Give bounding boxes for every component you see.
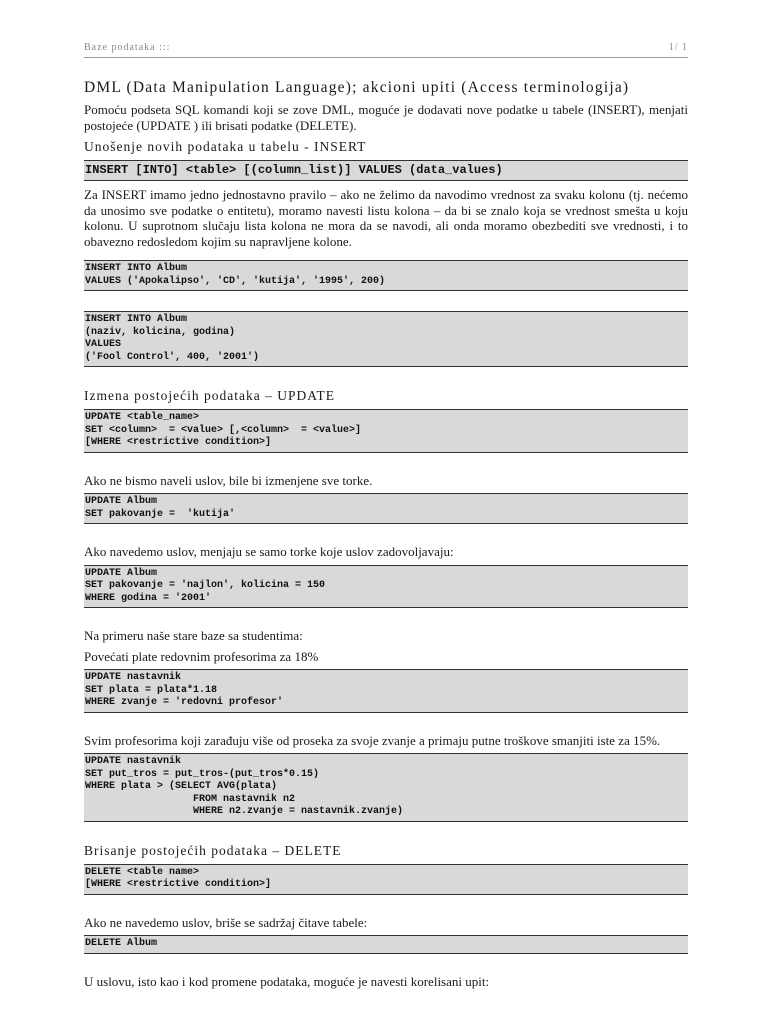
- page-title: DML (Data Manipulation Language); akcioni upiti (Access terminologija): [84, 79, 630, 96]
- update-text-with-condition: Ako navedemo uslov, menjaju se samo torke koje uslov zadovoljavaju:: [84, 544, 454, 559]
- running-header: [84, 42, 688, 53]
- insert-syntax-block: INSERT [INTO] <table> [(column_list)] VALUES (data_values): [84, 160, 688, 181]
- document-body: [84, 78, 688, 994]
- insert-example-2: INSERT INTO Album (naziv, kolicina, godina) VALUES ('Fool Control', 400, '2001'): [84, 311, 688, 367]
- update-text-raise: Povećati plate redovnim profesorima za 18%: [84, 648, 319, 664]
- insert-example-1: INSERT INTO Album VALUES ('Apokalipso', 'CD', 'kutija', '1995', 200): [84, 260, 688, 291]
- update-text-student-db: Na primeru naše stare baze sa studentima:: [84, 628, 303, 643]
- page-number: 1/ 1: [668, 42, 688, 53]
- update-example-1: UPDATE Album SET pakovanje = 'kutija': [84, 493, 688, 524]
- header-divider: [84, 57, 688, 58]
- delete-heading: Brisanje postojećih podataka – DELETE: [84, 842, 342, 858]
- update-example-3: UPDATE nastavnik SET plata = plata*1.18 WHERE zvanje = 'redovni profesor': [84, 669, 688, 713]
- update-text-no-condition: Ako ne bismo naveli uslov, bile bi izmenjene sve torke.: [84, 472, 373, 488]
- intro-paragraph: Pomoću podseta SQL komandi koji se zove DML, moguće je dodavati nove podatke u tabele (INSERT), menjati postojeće (UPDATE ) ili brisati podatke (DELETE).: [84, 102, 688, 133]
- update-syntax-block: UPDATE <table_name> SET <column> = <value> [,<column> = <value>] [WHERE <restrictive condition>]: [84, 409, 688, 453]
- delete-text-no-condition: Ako ne navedemo uslov, briše se sadržaj čitave tabele:: [84, 914, 368, 930]
- header-title: Baze podataka :::: [84, 42, 171, 53]
- delete-syntax-block: DELETE <table name> [WHERE <restrictive condition>]: [84, 864, 688, 895]
- update-heading: Izmena postojećih podataka – UPDATE: [84, 388, 335, 403]
- update-example-4: UPDATE nastavnik SET put_tros = put_tros-(put_tros*0.15) WHERE plata > (SELECT AVG(plata) FROM nastavnik n2 WHERE n2.zvanje = nastavnik.zvanje): [84, 753, 688, 822]
- update-text-travel-costs: Svim profesorima koji zarađuju više od proseka za svoje zvanje a primaju putne troškove smanjiti iste za 15%.: [84, 732, 661, 748]
- insert-explanation: Za INSERT imamo jedno jednostavno pravilo – ako ne želimo da navodimo vrednost za svaku kolonu (tj. nećemo da unosimo sve podatke o entitetu), moramo navesti listu kolona – da bi se znalo koja se vrednost smešta u koju kolonu. U suprotnom slučaju lista kolona ne mora da se navodi, ali onda moramo obezbediti sve vrednosti, i to obavezno redosledom kojim su napravljene kolone.: [84, 187, 688, 249]
- delete-example-1: DELETE Album: [84, 935, 688, 954]
- delete-text-correlated: U uslovu, isto kao i kod promene podataka, moguće je navesti korelisani upit:: [84, 973, 490, 989]
- update-example-2: UPDATE Album SET pakovanje = 'najlon', kolicina = 150 WHERE godina = '2001': [84, 565, 688, 609]
- insert-heading: Unošenje novih podataka u tabelu - INSERT: [84, 139, 367, 154]
